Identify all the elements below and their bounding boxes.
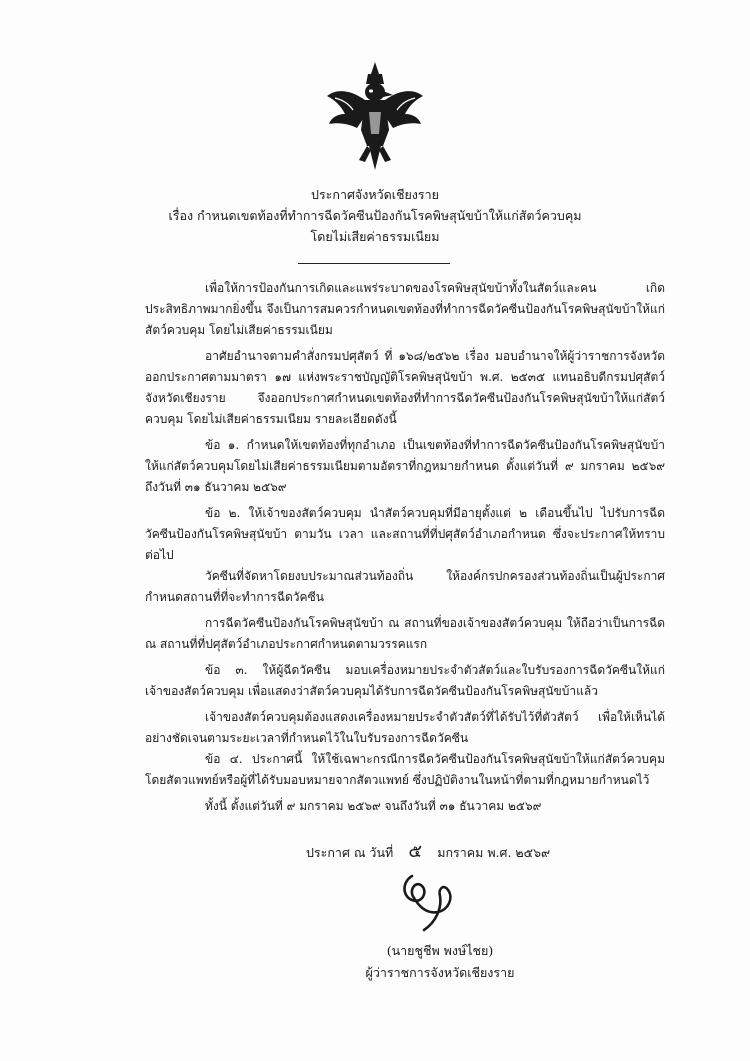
- announcement-date: [306, 836, 550, 865]
- clause-3: ข้อ ๓. ให้ผู้ฉีดวัคซีน มอบเครื่องหมายประจำตัวสัตว์และใบรับรองการฉีดวัคซีนให้แก่เจ้าของสัตว์ควบคุม เพื่อแสดงว่าสัตว์ควบคุมได้รับการฉีดวัคซีนป้องกันโรคพิษสุนัขบ้าแล้ว: [145, 663, 665, 698]
- announcement-title: ประกาศจังหวัดเชียงราย: [311, 187, 439, 202]
- subject-line: เรื่อง กำหนดเขตท้องที่ทำการฉีดวัคซีนป้องกันโรคพิษสุนัขบ้าให้แก่สัตว์ควบคุม: [168, 208, 582, 223]
- garuda-emblem-icon: [325, 60, 425, 172]
- title-divider: [298, 263, 450, 264]
- clause-2: ข้อ ๒. ให้เจ้าของสัตว์ควบคุม นำสัตว์ควบคุมที่มีอายุตั้งแต่ ๒ เดือนขึ้นไป ไปรับการฉีดวัคซีนป้องกันโรคพิษสุนัขบ้า ตามวัน เวลา และสถานที่ที่ปศุสัตว์อำเภอกำหนด ซึ่งจะประกาศให้ทราบต่อไป: [145, 506, 665, 562]
- signer-position: ผู้ว่าราชการจังหวัดเชียงราย: [365, 965, 515, 980]
- clause-2-local-vaccine: วัคซีนที่จัดหาโดยงบประมาณส่วนท้องถิ่น ให้องค์กรปกครองส่วนท้องถิ่นเป็นผู้ประกาศกำหนดสถานที่ที่จะทำการฉีดวัคซีน: [145, 569, 665, 604]
- signer-name: (นายชูชีพ พงษ์ไชย): [386, 943, 494, 958]
- date-month-year: มกราคม พ.ศ. ๒๕๖๙: [437, 845, 551, 860]
- paragraph-authority: อาศัยอำนาจตามคำสั่งกรมปศุสัตว์ ที่ ๑๖๘/๒๕๖๒ เรื่อง มอบอำนาจให้ผู้ว่าราชการจังหวัด ออกประกาศตามมาตรา ๑๗ แห่งพระราชบัญญัติโรคพิษสุนัขบ้า พ.ศ. ๒๕๓๕ แทนอธิบดีกรมปศุสัตว์ จังหวัดเชียงราย จึงออกประกาศกำหนดเขตท้องที่ทำการฉีดวัคซีนป้องกันโรคพิษสุนัขบ้าให้แก่สัตว์ควบคุม โดยไม่เสียค่าธรรมเนียม รายละเอียดดังนี้: [145, 349, 665, 426]
- clause-1: ข้อ ๑. กำหนดให้เขตท้องที่ทุกอำเภอ เป็นเขตท้องที่ทำการฉีดวัคซีนป้องกันโรคพิษสุนัขบ้าให้แก่สัตว์ควบคุมโดยไม่เสียค่าธรรมเนียมตามอัตราที่กฎหมายกำหนด ตั้งแต่วันที่ ๙ มกราคม ๒๕๖๙ ถึงวันที่ ๓๑ ธันวาคม ๒๕๖๙: [145, 438, 665, 494]
- clause-3-owner-duty: เจ้าของสัตว์ควบคุมต้องแสดงเครื่องหมายประจำตัวสัตว์ที่ได้รับไว้ที่ตัวสัตว์ เพื่อให้เห็นได้อย่างชัดเจนตามระยะเวลาที่กำหนดไว้ในใบรับรองการฉีดวัคซีน: [145, 710, 665, 745]
- clause-2-owner-premises: การฉีดวัคซีนป้องกันโรคพิษสุนัขบ้า ณ สถานที่ของเจ้าของสัตว์ควบคุม ให้ถือว่าเป็นการฉีด ณ สถานที่ที่ปศุสัตว์อำเภอประกาศกำหนดตามวรรคแรก: [145, 616, 665, 651]
- subject-continuation: โดยไม่เสียค่าธรรมเนียม: [310, 229, 440, 244]
- clause-4: ข้อ ๔. ประกาศนี้ ให้ใช้เฉพาะกรณีการฉีดวัคซีนป้องกันโรคพิษสุนัขบ้าให้แก่สัตว์ควบคุมโดยสัตวแพทย์หรือผู้ที่ได้รับมอบหมายจากสัตวแพทย์ ซึ่งปฏิบัติงานในหน้าที่ตามที่กฎหมายกำหนดไว้: [145, 752, 665, 787]
- paragraph-purpose: เพื่อให้การป้องกันการเกิดและแพร่ระบาดของโรคพิษสุนัขบ้าทั้งในสัตว์และคน เกิดประสิทธิภาพมากยิ่งขึ้น จึงเป็นการสมควรกำหนดเขตท้องที่ทำการฉีดวัคซีนป้องกันโรคพิษสุนัขบ้าให้แก่สัตว์ควบคุม โดยไม่เสียค่าธรรมเนียม: [145, 281, 665, 337]
- date-day: ๕: [408, 841, 423, 862]
- signer-block: [340, 940, 540, 984]
- date-prefix: ประกาศ ณ วันที่: [306, 845, 394, 860]
- effective-period: ทั้งนี้ ตั้งแต่วันที่ ๙ มกราคม ๒๕๖๙ จนถึงวันที่ ๓๑ ธันวาคม ๒๕๖๙: [205, 799, 542, 813]
- announcement-body: [145, 278, 665, 822]
- handwritten-signature: [398, 868, 462, 938]
